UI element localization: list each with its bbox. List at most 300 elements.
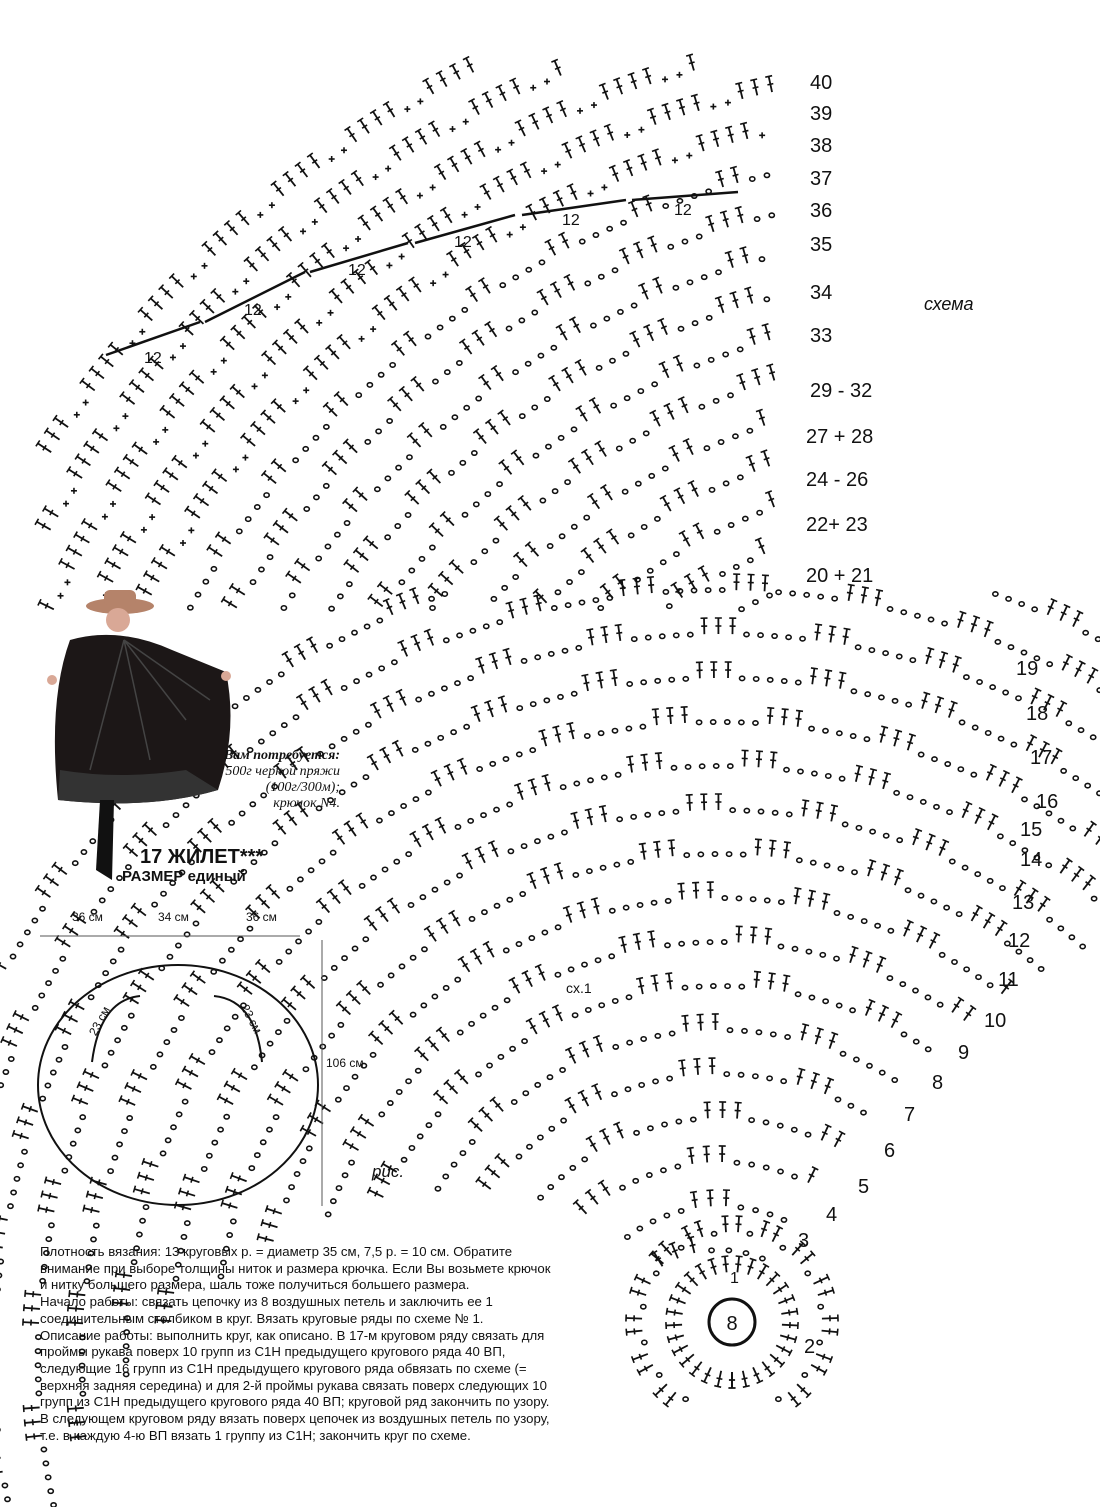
chain-stitch — [457, 633, 462, 637]
chain-stitch — [342, 686, 347, 690]
chain-stitch — [778, 1123, 783, 1127]
double-crochet-top — [628, 73, 635, 75]
double-crochet-top — [586, 629, 593, 630]
chain-stitch — [548, 544, 553, 548]
chain-stitch — [566, 603, 571, 607]
chain-stitch — [940, 953, 945, 957]
chain-stitch — [850, 1008, 855, 1012]
chain-stitch — [347, 582, 352, 586]
chain-stitch — [296, 939, 301, 943]
chain-stitch — [1085, 783, 1090, 787]
requirements — [150, 748, 340, 812]
double-crochet-bar — [810, 676, 816, 677]
double-crochet-bar — [663, 369, 668, 371]
row-label-8: 8 — [932, 1072, 944, 1094]
double-crochet-bar — [634, 586, 640, 587]
double-crochet-bar — [823, 1354, 825, 1360]
chain-stitch — [567, 580, 572, 584]
chain-stitch — [551, 346, 556, 350]
double-crochet-bar — [769, 848, 775, 849]
chain-stitch — [957, 912, 962, 916]
chain-stitch — [5, 1497, 10, 1501]
double-crochet-top — [866, 951, 873, 953]
chain-stitch — [1047, 662, 1052, 666]
chain-stitch — [303, 1067, 308, 1071]
double-crochet-bar — [601, 814, 607, 815]
double-crochet-bar — [935, 704, 941, 706]
chain-stitch — [694, 363, 699, 367]
double-crochet-bar — [679, 107, 685, 109]
chain-stitch — [416, 1069, 421, 1073]
double-crochet-bar — [740, 381, 746, 383]
double-crochet-bar — [863, 959, 869, 961]
double-crochet-bar — [557, 871, 563, 873]
figure-label: рис. — [372, 1162, 405, 1181]
chain-stitch — [549, 1127, 554, 1131]
chain-stitch — [719, 440, 724, 444]
chain-stitch — [390, 363, 395, 367]
repeat-mark: 12 — [244, 302, 262, 319]
chain-stitch — [851, 734, 856, 738]
chain-stitch — [559, 1175, 564, 1179]
row-label-22-23: 22+ 23 — [806, 514, 868, 536]
chain-stitch — [250, 580, 255, 584]
chain-stitch — [399, 964, 404, 968]
chain-stitch — [80, 1115, 85, 1119]
chain-stitch — [729, 523, 734, 527]
chain-stitch — [753, 1074, 758, 1078]
double-crochet-bar — [808, 898, 814, 899]
chain-stitch — [764, 173, 769, 177]
double-crochet-bar — [789, 1310, 790, 1316]
chain-stitch — [73, 861, 78, 865]
chain-stitch — [272, 841, 277, 845]
double-crochet-top — [83, 1205, 85, 1212]
chain-stitch — [998, 834, 1003, 838]
double-crochet-top — [653, 841, 660, 842]
double-crochet-bar — [649, 939, 655, 940]
chain-stitch — [405, 513, 410, 517]
double-crochet-top — [795, 1336, 797, 1343]
double-crochet-bar — [555, 67, 561, 69]
double-crochet-bar — [546, 114, 551, 116]
chain-stitch — [397, 1090, 402, 1094]
double-crochet-top — [708, 1258, 715, 1260]
chain-stitch — [1058, 926, 1063, 930]
double-crochet-top — [24, 1304, 25, 1311]
chain-stitch — [667, 1076, 672, 1080]
chain-stitch — [623, 352, 628, 356]
chain-stitch — [854, 1057, 859, 1061]
double-crochet-top — [747, 328, 754, 330]
chain-stitch — [687, 280, 692, 284]
double-crochet-top — [714, 1386, 721, 1388]
double-crochet-bar — [843, 636, 849, 637]
chain-stitch — [914, 1039, 919, 1043]
chain-stitch — [491, 597, 496, 601]
chain-stitch — [612, 1092, 617, 1096]
chain-stitch — [673, 810, 678, 814]
double-crochet-bar — [822, 901, 828, 902]
double-crochet-top — [641, 754, 648, 755]
double-crochet-bar — [761, 1228, 767, 1230]
chain-stitch — [140, 1219, 145, 1223]
double-crochet-top — [941, 652, 948, 654]
double-crochet-bar — [641, 851, 647, 852]
double-crochet-stitch — [0, 961, 6, 969]
chain-stitch — [1003, 690, 1008, 694]
double-crochet-top — [797, 1308, 798, 1315]
chain-stitch — [349, 1160, 354, 1164]
chain-stitch — [667, 604, 672, 608]
double-crochet-bar — [565, 150, 570, 152]
chain-stitch — [438, 736, 443, 740]
chain-stitch — [727, 1028, 732, 1032]
chain-stitch — [167, 955, 172, 959]
double-crochet-bar — [541, 738, 547, 740]
chain-stitch — [535, 1083, 540, 1087]
chain-stitch — [521, 844, 526, 848]
double-crochet-top — [571, 812, 578, 814]
chain-stitch — [593, 233, 598, 237]
chain-stitch — [470, 629, 475, 633]
chain-stitch — [555, 590, 560, 594]
chain-stitch — [809, 726, 814, 730]
double-crochet-bar — [949, 709, 955, 711]
chain-stitch — [457, 873, 462, 877]
chain-stitch — [435, 1186, 440, 1190]
double-crochet-top — [928, 648, 935, 650]
chain-stitch — [1073, 776, 1078, 780]
chain-stitch — [517, 752, 522, 756]
double-crochet-bar — [427, 637, 433, 639]
chain-stitch — [875, 924, 880, 928]
chain-stitch — [562, 830, 567, 834]
double-crochet-top — [183, 1174, 185, 1181]
chain-stitch — [704, 446, 709, 450]
chain-stitch — [342, 737, 347, 741]
double-crochet-top — [539, 730, 546, 732]
dim-top-right: 36 см — [246, 910, 277, 924]
chain-stitch — [306, 929, 311, 933]
chain-stitch — [433, 379, 438, 383]
chain-stitch — [663, 204, 668, 208]
chain-stitch — [767, 593, 772, 597]
chain-stitch — [319, 859, 324, 863]
double-crochet-top — [542, 775, 549, 777]
chain-stitch — [747, 1232, 752, 1236]
chain-stitch — [832, 596, 837, 600]
double-crochet-bar — [642, 762, 648, 763]
chain-stitch — [340, 790, 345, 794]
chain-stitch — [152, 902, 157, 906]
double-crochet-bar — [661, 326, 667, 328]
chain-stitch — [843, 822, 848, 826]
chain-stitch — [304, 507, 309, 511]
chain-stitch — [888, 929, 893, 933]
chain-stitch — [45, 1083, 50, 1087]
chain-stitch — [660, 634, 665, 638]
double-crochet-bar — [749, 463, 755, 465]
chain-stitch — [3, 1070, 8, 1074]
chain-stitch — [584, 515, 589, 519]
chain-stitch — [604, 316, 609, 320]
chain-stitch — [679, 942, 684, 946]
chain-stitch — [523, 1091, 528, 1095]
chain-stitch — [171, 1125, 176, 1129]
chain-stitch — [520, 892, 525, 896]
double-crochet-top — [740, 247, 747, 249]
chain-stitch — [573, 1013, 578, 1017]
double-crochet-top — [844, 628, 851, 629]
chain-stitch — [90, 839, 95, 843]
chain-stitch — [665, 943, 670, 947]
chain-stitch — [420, 895, 425, 899]
chain-stitch — [277, 960, 282, 964]
chain-stitch — [418, 1134, 423, 1138]
chain-stitch — [111, 959, 116, 963]
chain-stitch — [2, 1483, 7, 1487]
double-crochet-top — [626, 1329, 627, 1336]
chain-stitch — [759, 257, 764, 261]
double-crochet-bar — [617, 86, 623, 88]
double-crochet-top — [881, 726, 888, 728]
double-crochet-top — [710, 130, 717, 132]
double-crochet-top — [770, 752, 777, 753]
chain-stitch — [527, 1145, 532, 1149]
chain-stitch — [56, 1058, 61, 1062]
chain-stitch — [753, 1208, 758, 1212]
chain-stitch — [378, 983, 383, 987]
chain-stitch — [413, 748, 418, 752]
chain-stitch — [371, 875, 376, 879]
double-crochet-bar — [742, 255, 748, 257]
chain-stitch — [782, 679, 787, 683]
chain-stitch — [379, 373, 384, 377]
chain-stitch — [809, 995, 814, 999]
chain-stitch — [493, 538, 498, 542]
dim-armhole-right: 23 см — [238, 1002, 265, 1036]
double-crochet-bar — [638, 986, 644, 987]
chain-stitch — [538, 353, 543, 357]
chain-stitch — [602, 775, 607, 779]
chain-stitch — [757, 511, 762, 515]
chain-stitch — [962, 865, 967, 869]
chain-stitch — [591, 323, 596, 327]
chain-stitch — [976, 975, 981, 979]
double-crochet-bar — [711, 1266, 717, 1268]
double-crochet-top — [802, 800, 809, 801]
chain-stitch — [445, 880, 450, 884]
chain-stitch — [17, 942, 22, 946]
chain-stitch — [338, 1023, 343, 1027]
double-crochet-top — [839, 672, 846, 673]
chain-stitch — [526, 362, 531, 366]
chain-stitch — [792, 1127, 797, 1131]
double-crochet-top — [740, 123, 747, 125]
chain-stitch — [753, 721, 758, 725]
chain-stitch — [476, 396, 481, 400]
double-crochet-top — [666, 1308, 667, 1315]
chain-stitch — [638, 389, 643, 393]
double-crochet-top — [676, 99, 683, 101]
chain-stitch — [693, 940, 698, 944]
double-crochet-bar — [531, 787, 537, 789]
chain-stitch — [474, 502, 479, 506]
chain-stitch — [232, 704, 237, 708]
chain-stitch — [673, 286, 678, 290]
double-crochet-bar — [593, 138, 599, 140]
chain-stitch — [630, 439, 635, 443]
chain-stitch — [229, 948, 234, 952]
chain-stitch — [247, 926, 252, 930]
double-crochet-bar — [632, 208, 638, 210]
chain-stitch — [413, 797, 418, 801]
double-crochet-top — [694, 1221, 701, 1223]
double-crochet-top — [615, 625, 622, 626]
double-crochet-stitch — [0, 1472, 3, 1474]
chain-stitch — [89, 995, 94, 999]
double-crochet-bar — [33, 1419, 34, 1425]
chain-stitch — [432, 994, 437, 998]
double-crochet-bar — [94, 1193, 96, 1199]
chain-stitch — [715, 530, 720, 534]
chain-stitch — [522, 1039, 527, 1043]
chain-stitch — [367, 383, 372, 387]
chain-stitch — [389, 973, 394, 977]
double-crochet-bar — [728, 134, 734, 136]
chain-stitch — [281, 606, 286, 610]
row-label-18: 18 — [1026, 703, 1049, 725]
double-crochet-bar — [238, 1176, 240, 1182]
chain-stitch — [743, 1251, 748, 1255]
chain-stitch — [582, 1157, 587, 1161]
chain-stitch — [516, 942, 521, 946]
chain-stitch — [533, 453, 538, 457]
row-label-14: 14 — [1020, 849, 1043, 871]
double-crochet-bar — [953, 664, 959, 666]
double-crochet-bar — [474, 713, 480, 715]
center-chain-count: 8 — [726, 1313, 738, 1335]
chain-stitch — [684, 853, 689, 857]
double-crochet-top — [17, 1117, 19, 1124]
chain-stitch — [502, 586, 507, 590]
chain-stitch — [137, 1232, 142, 1236]
chain-stitch — [683, 677, 688, 681]
chain-stitch — [834, 911, 839, 915]
chain-stitch — [1069, 935, 1074, 939]
chain-stitch — [377, 618, 382, 622]
double-crochet-bar — [907, 742, 913, 744]
chain-stitch — [724, 1072, 729, 1076]
chain-stitch — [611, 403, 616, 407]
chain-stitch — [530, 748, 535, 752]
chain-stitch — [464, 406, 469, 410]
double-crochet-bar — [20, 1133, 22, 1139]
double-crochet-bar — [738, 90, 744, 91]
chain-stitch — [481, 1013, 486, 1017]
chain-stitch — [469, 1022, 474, 1026]
chain-stitch — [887, 607, 892, 611]
chain-stitch — [636, 481, 641, 485]
chain-stitch — [289, 1185, 294, 1189]
double-crochet-top — [951, 701, 958, 703]
double-crochet-top — [665, 973, 672, 974]
chain-stitch — [406, 1079, 411, 1083]
double-crochet-bar — [904, 928, 910, 930]
double-crochet-bar — [85, 1085, 87, 1091]
double-crochet-top — [540, 868, 547, 870]
chain-stitch — [572, 692, 577, 696]
row-label-19: 19 — [1016, 658, 1039, 680]
chain-stitch — [918, 893, 923, 897]
chain-stitch — [576, 646, 581, 650]
chain-stitch — [385, 476, 390, 480]
dim-height: 106 см — [326, 1056, 364, 1070]
chain-stitch — [811, 860, 816, 864]
double-crochet-bar — [768, 499, 774, 501]
double-crochet-top — [730, 167, 737, 169]
chain-stitch — [157, 1052, 162, 1056]
chain-stitch — [163, 823, 168, 827]
chain-stitch — [669, 678, 674, 682]
chain-stitch — [520, 414, 525, 418]
chain-stitch — [109, 1051, 114, 1055]
chain-stitch — [634, 1131, 639, 1135]
chain-stitch — [108, 887, 113, 891]
chain-stitch — [516, 1154, 521, 1158]
chain-stitch — [582, 962, 587, 966]
chain-stitch — [540, 498, 545, 502]
chain-stitch — [750, 177, 755, 181]
chain-stitch — [901, 610, 906, 614]
chain-stitch — [722, 896, 727, 900]
chain-stitch — [697, 984, 702, 988]
chain-stitch — [612, 729, 617, 733]
chain-stitch — [952, 960, 957, 964]
chain-stitch — [376, 429, 381, 433]
double-crochet-top — [554, 863, 561, 865]
chain-stitch — [396, 465, 401, 469]
double-crochet-top — [581, 675, 588, 676]
row-label-12: 12 — [1008, 930, 1031, 952]
chain-stitch — [739, 607, 744, 611]
chain-stitch — [711, 720, 716, 724]
chain-stitch — [990, 685, 995, 689]
double-crochet-top — [12, 1130, 14, 1137]
double-crochet-bar — [461, 766, 467, 768]
double-crochet-top — [22, 1103, 24, 1110]
chain-stitch — [409, 1146, 414, 1150]
chain-stitch — [309, 868, 314, 872]
chain-stitch — [207, 1154, 212, 1158]
double-crochet-bar — [645, 76, 651, 78]
chain-stitch — [571, 427, 576, 431]
chain-stitch — [642, 1340, 647, 1344]
chain-stitch — [597, 366, 602, 370]
chain-stitch — [812, 771, 817, 775]
chain-stitch — [700, 764, 705, 768]
double-crochet-bar — [492, 848, 497, 850]
double-crochet-top — [750, 79, 757, 81]
double-crochet-bar — [387, 606, 392, 608]
chain-stitch — [487, 1063, 492, 1067]
double-crochet-bar — [598, 680, 604, 681]
double-crochet-bar — [940, 847, 946, 849]
double-crochet-bar — [735, 1264, 741, 1265]
chain-stitch — [344, 1086, 349, 1090]
chain-stitch — [220, 958, 225, 962]
